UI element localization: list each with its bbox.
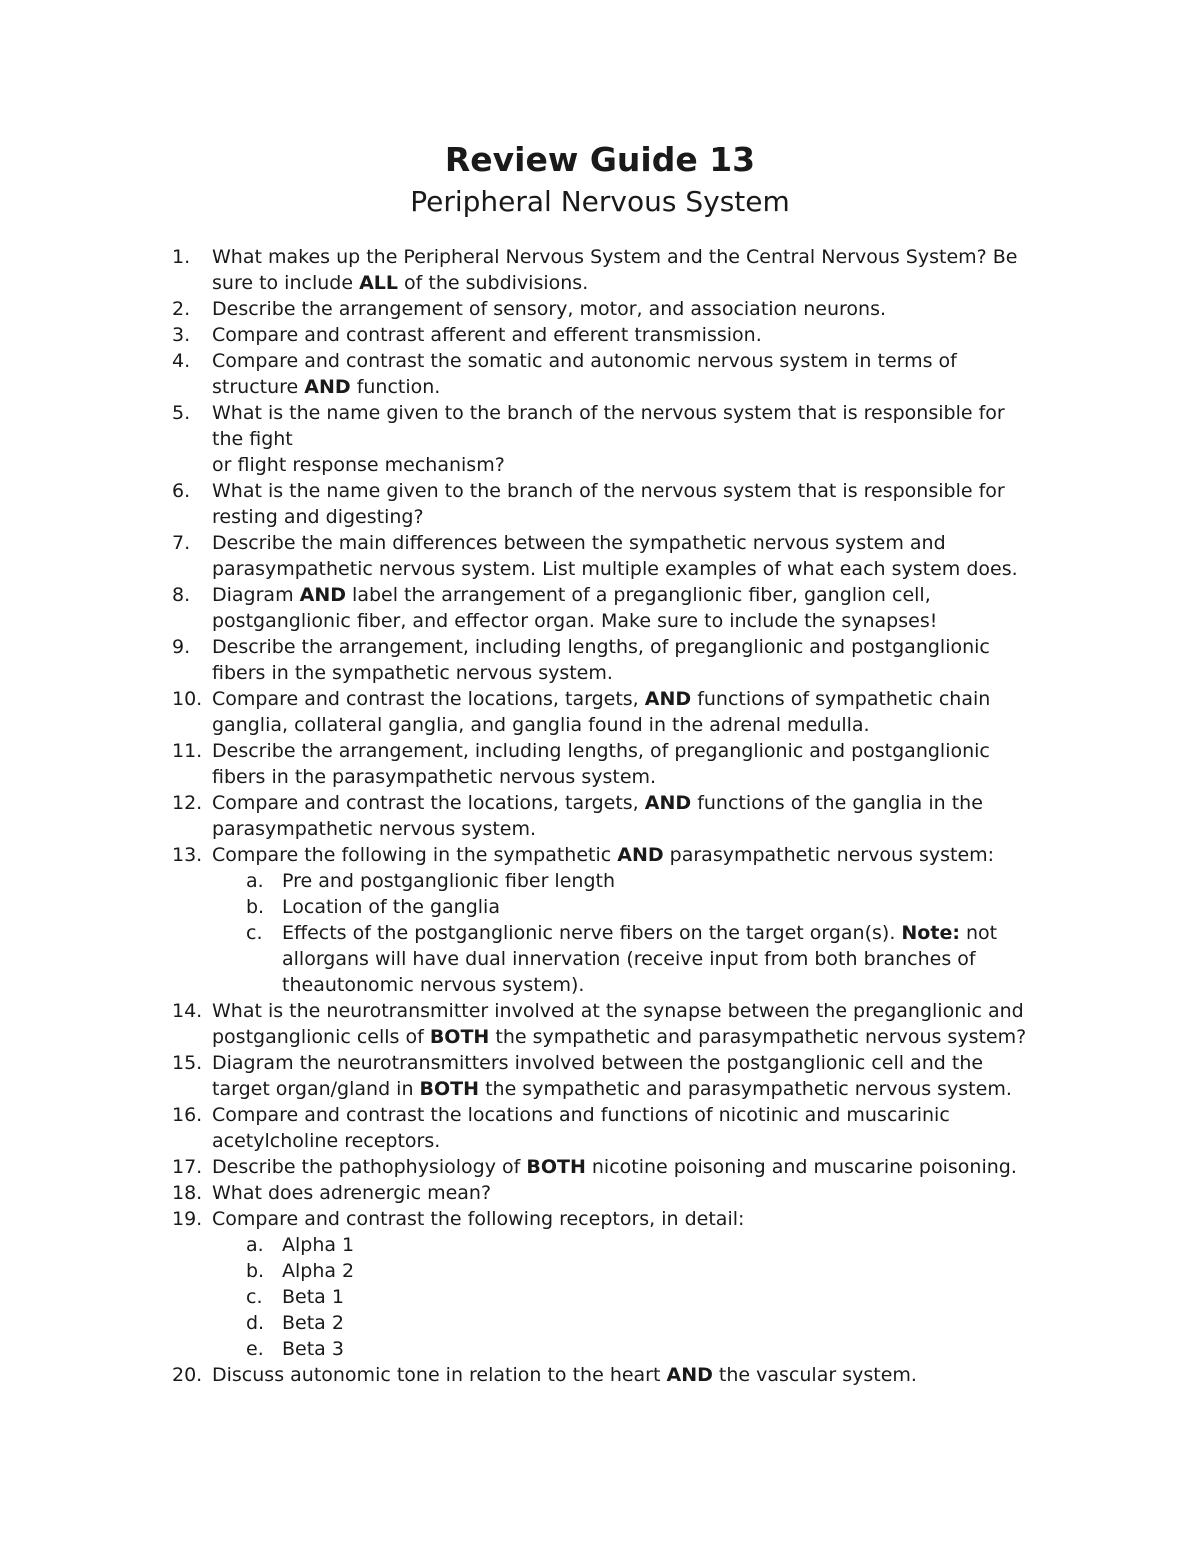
- question-text: [212, 738, 1072, 790]
- bold-emphasis: BOTH: [526, 1156, 586, 1178]
- question-item: [172, 322, 1072, 348]
- question-item: [172, 1180, 1072, 1206]
- question-text-line: Diagram the neurotransmitters involved between the postganglionic cell and the: [212, 1052, 984, 1074]
- sub-question-item: [246, 1284, 1072, 1310]
- sub-question-text-line: Beta 1: [282, 1286, 344, 1308]
- question-text-line: Compare the following in the sympathetic AND parasympathetic nervous system:: [212, 844, 995, 866]
- question-number: 13.: [172, 844, 203, 866]
- question-item: [172, 400, 1072, 478]
- sub-question-text-line: Beta 3: [282, 1338, 344, 1360]
- question-number: 7.: [172, 532, 191, 554]
- question-text: [212, 400, 1072, 478]
- question-item: [172, 634, 1072, 686]
- question-item: [172, 582, 1072, 634]
- sub-question-letter: a.: [246, 870, 264, 892]
- sub-question-letter: c.: [246, 1286, 263, 1308]
- question-text-line: Compare and contrast the following receptors, in detail:: [212, 1208, 745, 1230]
- sub-question-text: [282, 1258, 1072, 1284]
- sub-question-text-line: Beta 2: [282, 1312, 344, 1334]
- question-text-line: ganglia, collateral ganglia, and ganglia found in the adrenal medulla.: [212, 714, 870, 736]
- question-number: 14.: [172, 1000, 203, 1022]
- bold-emphasis: AND: [304, 376, 351, 398]
- question-text: [212, 998, 1072, 1050]
- question-text-line: Describe the main differences between the sympathetic nervous system and: [212, 532, 946, 554]
- question-number: 20.: [172, 1364, 203, 1386]
- question-text-line: or flight response mechanism?: [212, 454, 505, 476]
- question-number: 9.: [172, 636, 191, 658]
- question-text: [212, 478, 1072, 530]
- sub-question-list: [212, 1232, 1072, 1362]
- question-text-line: Compare and contrast afferent and efferent transmission.: [212, 324, 762, 346]
- question-text: [212, 1206, 1072, 1232]
- question-text: [212, 1180, 1072, 1206]
- question-text: [212, 1102, 1072, 1154]
- question-number: 19.: [172, 1208, 203, 1230]
- question-text-line: structure AND function.: [212, 376, 441, 398]
- question-item: [172, 998, 1072, 1050]
- question-text: [212, 634, 1072, 686]
- question-text: [212, 530, 1072, 582]
- question-text-line: sure to include ALL of the subdivisions.: [212, 272, 589, 294]
- question-text-line: Describe the arrangement, including lengths, of preganglionic and postganglionic: [212, 636, 990, 658]
- question-number: 18.: [172, 1182, 203, 1204]
- sub-question-item: [246, 1336, 1072, 1362]
- question-item: [172, 1102, 1072, 1154]
- question-text-line: the fight: [212, 428, 293, 450]
- sub-question-text-line: Pre and postganglionic fiber length: [282, 870, 615, 892]
- sub-question-letter: c.: [246, 922, 263, 944]
- bold-emphasis: AND: [666, 1364, 713, 1386]
- sub-question-text: [282, 1310, 1072, 1336]
- question-text-line: target organ/gland in BOTH the sympathetic and parasympathetic nervous system.: [212, 1078, 1012, 1100]
- question-text-line: Compare and contrast the somatic and autonomic nervous system in terms of: [212, 350, 957, 372]
- question-text-line: Describe the arrangement, including lengths, of preganglionic and postganglionic: [212, 740, 990, 762]
- question-text-line: Compare and contrast the locations and functions of nicotinic and muscarinic: [212, 1104, 950, 1126]
- question-item: [172, 348, 1072, 400]
- question-text-line: parasympathetic nervous system. List multiple examples of what each system does.: [212, 558, 1018, 580]
- question-text-line: What is the name given to the branch of the nervous system that is responsible for: [212, 402, 1005, 424]
- question-list: [172, 244, 1072, 1388]
- sub-question-text: [282, 1336, 1072, 1362]
- question-text-line: acetylcholine receptors.: [212, 1130, 441, 1152]
- sub-question-text: [282, 920, 1072, 998]
- sub-question-letter: a.: [246, 1234, 264, 1256]
- question-text: [212, 842, 1072, 868]
- question-item: [172, 1154, 1072, 1180]
- bold-emphasis: AND: [617, 844, 664, 866]
- question-number: 16.: [172, 1104, 203, 1126]
- sub-question-text: [282, 1232, 1072, 1258]
- sub-question-item: [246, 920, 1072, 998]
- sub-question-list: [212, 868, 1072, 998]
- question-item: [172, 530, 1072, 582]
- question-text: [212, 1050, 1072, 1102]
- page-subtitle: Peripheral Nervous System: [410, 185, 790, 218]
- question-text-line: Compare and contrast the locations, targets, AND functions of sympathetic chain: [212, 688, 991, 710]
- bold-emphasis: AND: [644, 688, 692, 710]
- question-text-line: Discuss autonomic tone in relation to the heart AND the vascular system.: [212, 1364, 917, 1386]
- question-text-line: Compare and contrast the locations, targets, AND functions of the ganglia in the: [212, 792, 983, 814]
- sub-question-item: [246, 1310, 1072, 1336]
- sub-question-item: [246, 868, 1072, 894]
- question-number: 3.: [172, 324, 191, 346]
- question-number: 10.: [172, 688, 203, 710]
- sub-question-text: [282, 868, 1072, 894]
- question-text: [212, 296, 1072, 322]
- question-text-line: What does adrenergic mean?: [212, 1182, 492, 1204]
- question-number: 11.: [172, 740, 203, 762]
- question-number: 4.: [172, 350, 191, 372]
- question-number: 6.: [172, 480, 191, 502]
- question-text-line: resting and digesting?: [212, 506, 424, 528]
- question-number: 1.: [172, 246, 191, 268]
- sub-question-letter: e.: [246, 1338, 264, 1360]
- question-item: [172, 790, 1072, 842]
- question-text: [212, 322, 1072, 348]
- question-text-line: What makes up the Peripheral Nervous System and the Central Nervous System? Be: [212, 246, 1018, 268]
- sub-question-text-line: Location of the ganglia: [282, 896, 500, 918]
- question-text-line: postganglionic cells of BOTH the sympathetic and parasympathetic nervous system?: [212, 1026, 1027, 1048]
- sub-question-text-line: Alpha 2: [282, 1260, 355, 1282]
- question-item: [172, 1050, 1072, 1102]
- bold-emphasis: AND: [299, 584, 347, 606]
- question-number: 5.: [172, 402, 191, 424]
- sub-question-text-line: autonomic nervous system).: [313, 974, 585, 996]
- question-item: [172, 244, 1072, 296]
- sub-question-item: [246, 1258, 1072, 1284]
- sub-question-letter: b.: [246, 1260, 265, 1282]
- bold-emphasis: BOTH: [429, 1026, 490, 1048]
- question-item: [172, 1362, 1072, 1388]
- question-text: [212, 348, 1072, 400]
- bold-emphasis: ALL: [359, 272, 398, 294]
- page-title: Review Guide 13: [444, 140, 756, 179]
- question-text-line: What is the name given to the branch of the nervous system that is responsible for: [212, 480, 1005, 502]
- question-text-line: postganglionic fiber, and effector organ. Make sure to include the synapses!: [212, 610, 938, 632]
- question-text: [212, 244, 1072, 296]
- sub-question-letter: b.: [246, 896, 265, 918]
- question-number: 17.: [172, 1156, 203, 1178]
- question-number: 8.: [172, 584, 191, 606]
- question-text-line: Describe the arrangement of sensory, motor, and association neurons.: [212, 298, 887, 320]
- sub-question-text-line: organs will have dual innervation (receive input from both branches of the: [282, 948, 976, 996]
- question-item: [172, 686, 1072, 738]
- question-item: [172, 478, 1072, 530]
- sub-question-letter: d.: [246, 1312, 265, 1334]
- sub-question-text: [282, 894, 1072, 920]
- question-number: 15.: [172, 1052, 203, 1074]
- bold-emphasis: AND: [644, 792, 692, 814]
- sub-question-text: [282, 1284, 1072, 1310]
- question-text: [212, 1362, 1072, 1388]
- sub-question-item: [246, 1232, 1072, 1258]
- question-text: [212, 686, 1072, 738]
- sub-question-text-line: Effects of the postganglionic nerve fibers on the target organ(s). Note: not all: [282, 922, 998, 970]
- question-text: [212, 582, 1072, 634]
- question-text-line: Diagram AND label the arrangement of a preganglionic fiber, ganglion cell,: [212, 584, 931, 606]
- question-item: [172, 296, 1072, 322]
- question-text-line: parasympathetic nervous system.: [212, 818, 537, 840]
- question-text-line: What is the neurotransmitter involved at the synapse between the preganglionic and: [212, 1000, 1024, 1022]
- question-item: [172, 842, 1072, 998]
- question-text: [212, 1154, 1072, 1180]
- bold-emphasis: Note:: [901, 922, 960, 944]
- sub-question-text-line: Alpha 1: [282, 1234, 355, 1256]
- question-item: [172, 1206, 1072, 1362]
- question-text-line: fibers in the parasympathetic nervous system.: [212, 766, 657, 788]
- question-text: [212, 790, 1072, 842]
- question-number: 2.: [172, 298, 191, 320]
- question-number: 12.: [172, 792, 203, 814]
- question-text-line: Describe the pathophysiology of BOTH nicotine poisoning and muscarine poisoning.: [212, 1156, 1017, 1178]
- sub-question-item: [246, 894, 1072, 920]
- bold-emphasis: BOTH: [419, 1078, 480, 1100]
- question-item: [172, 738, 1072, 790]
- question-text-line: fibers in the sympathetic nervous system.: [212, 662, 613, 684]
